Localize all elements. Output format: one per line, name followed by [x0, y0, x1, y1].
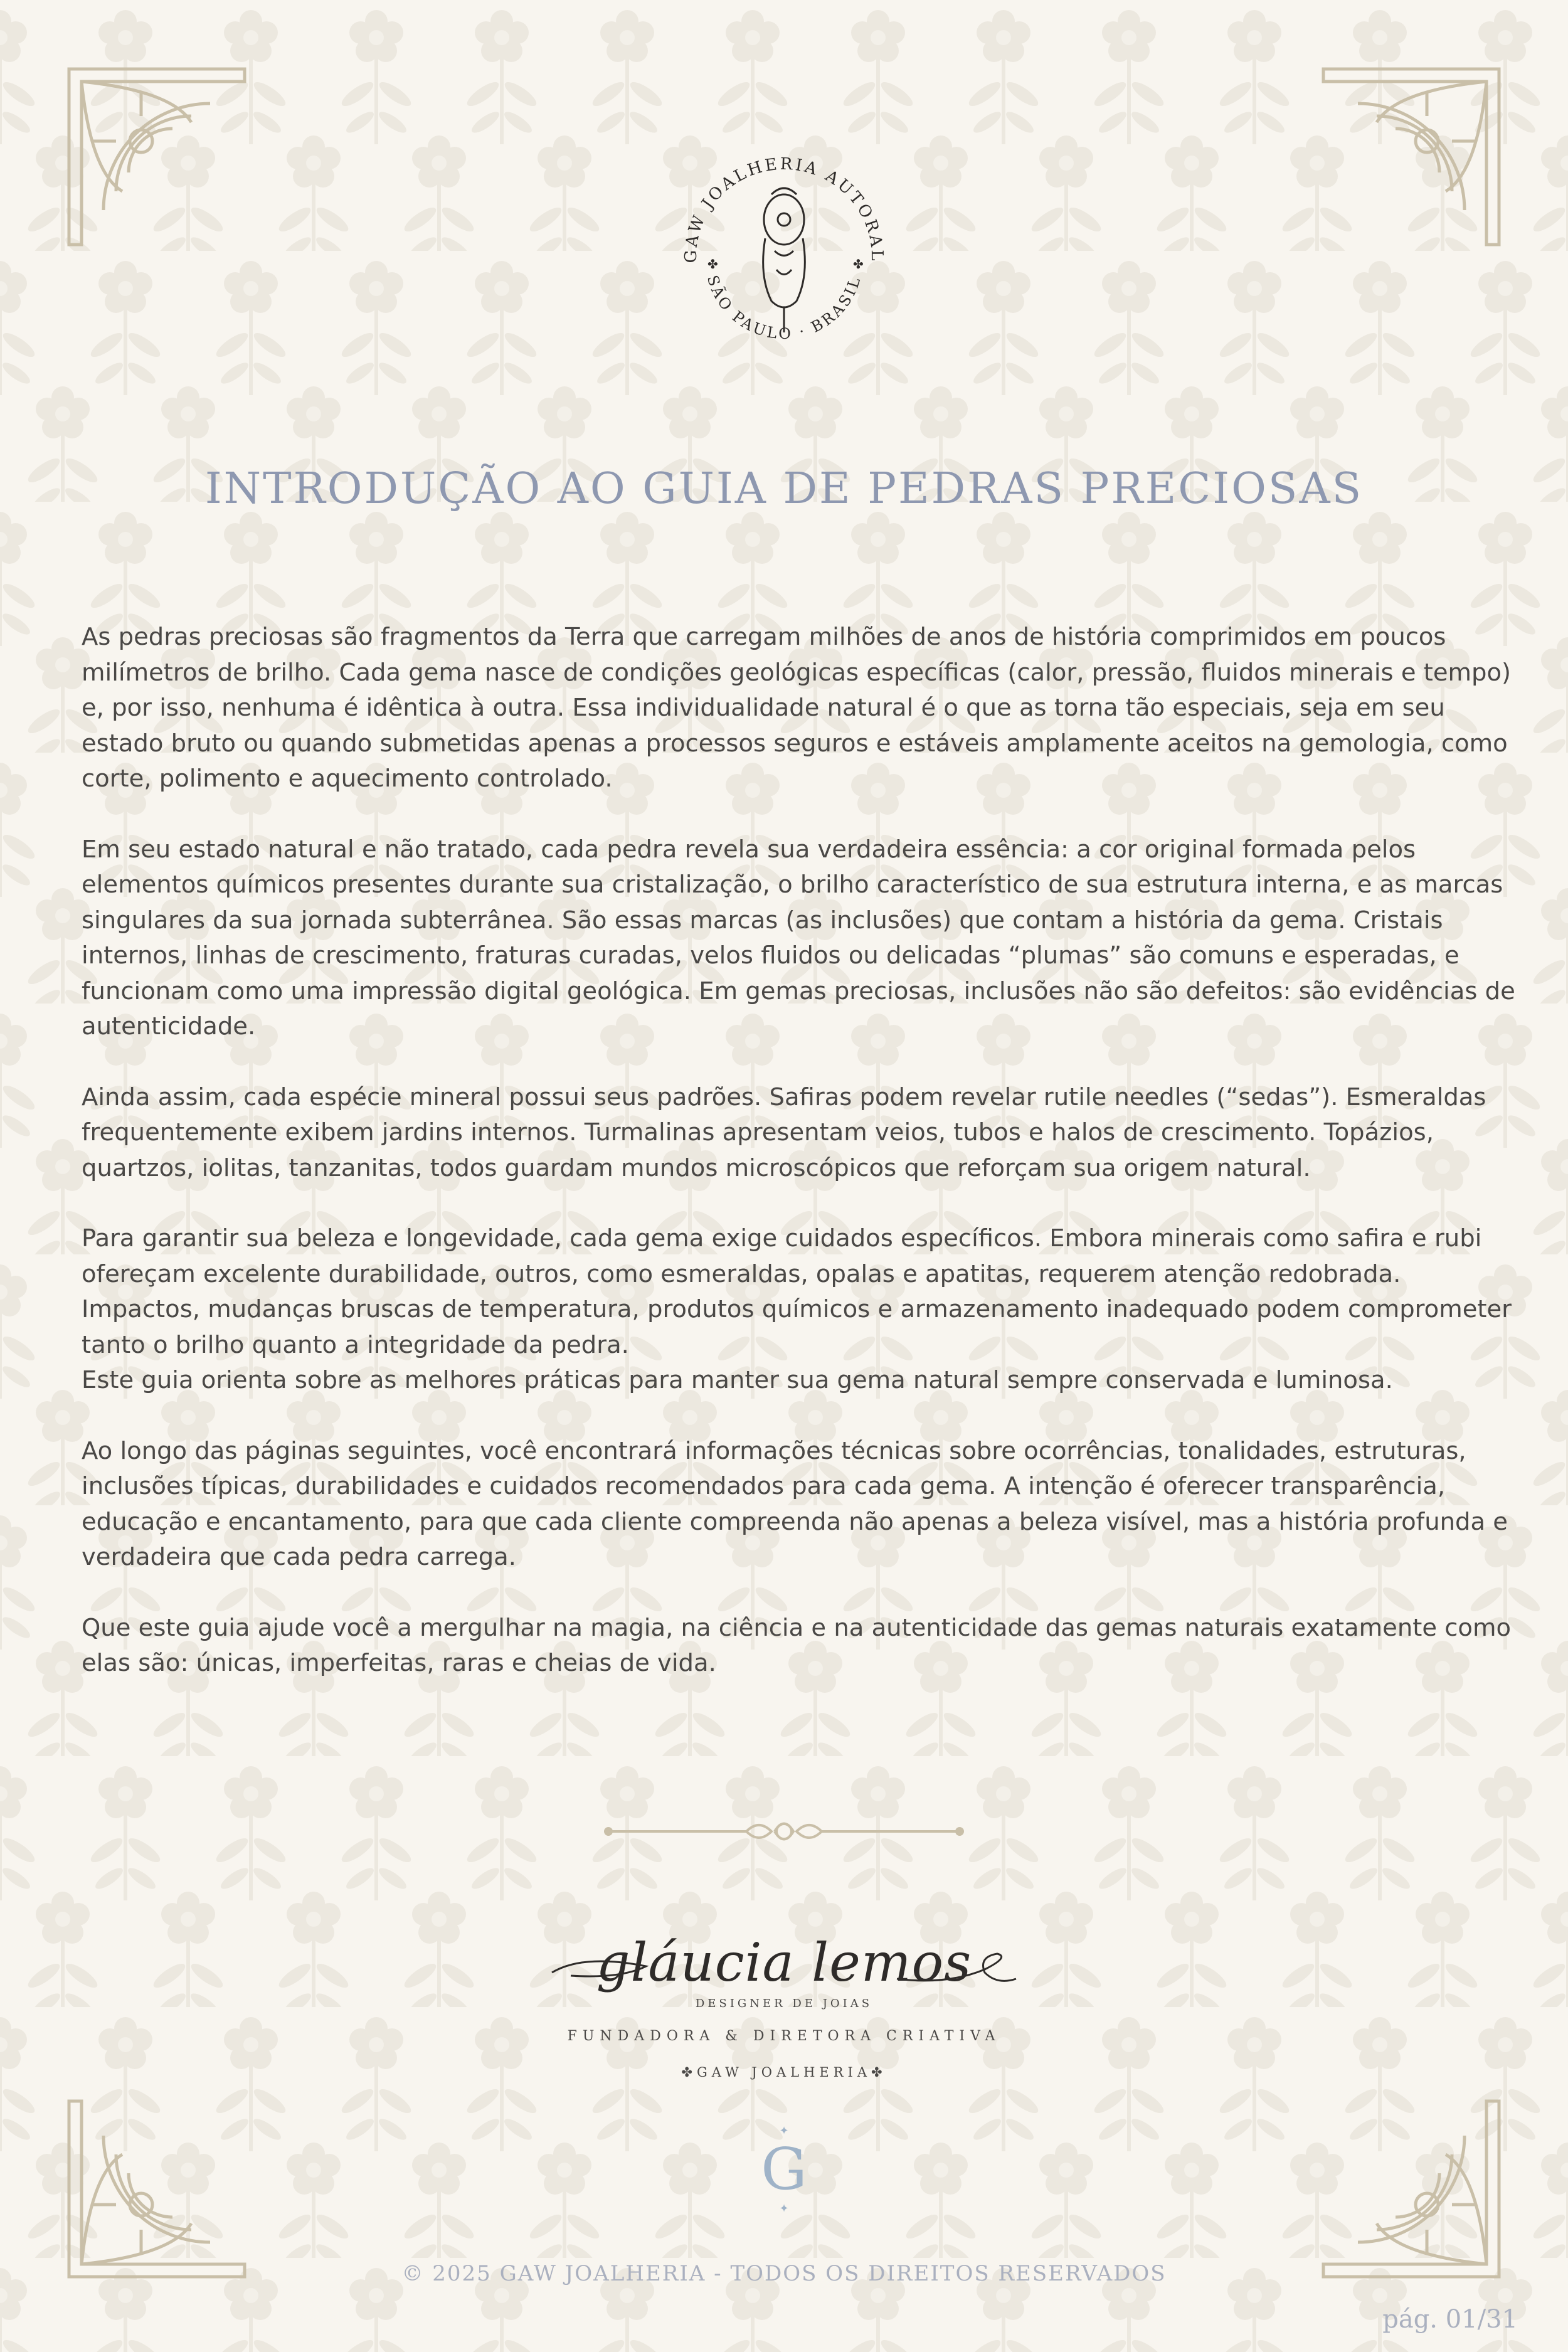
paragraph: Em seu estado natural e não tratado, cada pedra revela sua verdadeira essência: a cor original formada pelos elementos químicos presentes durante sua cristalização, o brilho característico de sua estrutura interna, e as marcas singulares da sua jornada subterrânea. São essas marcas (as inclusões) que contam a história da gema. Cristais internos, linhas de crescimento, fraturas curadas, velos fluidos ou delicadas “plumas” são comuns e esperadas, e funcionam como uma impressão digital geológica. Em gemas preciosas, inclusões não são defeitos: são evidências de autenticidade. [82, 835, 1515, 1041]
body-text [82, 620, 1524, 1717]
monogram-letter: G [761, 2136, 807, 2203]
brand-seal-logo [671, 125, 897, 389]
signature-name: gláucia lemos [596, 1932, 972, 1993]
signature-role: DESIGNER DE JOIAS [695, 1997, 873, 2010]
paragraph: Ainda assim, cada espécie mineral possui seus padrões. Safiras podem revelar rutile needles (“sedas”). Esmeraldas frequentemente exibem jardins internos. Turmalinas apresentam veios, tubos e halos de crescimento. Topázios, quartzos, iolitas, tanzanitas, todos guardam mundos microscópicos que reforçam sua origem natural. [82, 1083, 1486, 1182]
logo-ring-top-text: GAW JOALHERIA AUTORAL [681, 154, 887, 263]
paragraph: As pedras preciosas são fragmentos da Terra que carregam milhões de anos de história comprimidos em poucos milímetros de brilho. Cada gema nasce de condições geológicas específicas (calor, pressão, fluidos minerais e tempo) e, por isso, nenhuma é idêntica à outra. Essa individualidade natural é o que as torna tão especiais, seja em seu estado bruto ou quando submetidas apenas a processos seguros e estáveis amplamente aceitos na gemologia, como corte, polimento e aquecimento controlado. [82, 623, 1512, 793]
corner-ornament-icon [66, 66, 248, 248]
svg-text:✦: ✦ [779, 2202, 789, 2215]
page-number: pág. 01/31 [1382, 2305, 1518, 2334]
signature-brand: ✤GAW JOALHERIA✤ [681, 2065, 887, 2080]
footer-copyright: © 2025 GAW JOALHERIA - TODOS OS DIREITOS RESERVADOS [401, 2261, 1167, 2286]
ornamental-divider-icon [602, 1813, 966, 1850]
corner-ornament-icon [1320, 2098, 1502, 2280]
paragraph: Que este guia ajude você a mergulhar na magia, na ciência e na autenticidade das gemas naturais exatamente como elas são: únicas, imperfeitas, raras e cheias de vida. [82, 1613, 1512, 1677]
corner-ornament-icon [66, 2098, 248, 2280]
svg-text:✦: ✦ [779, 2124, 789, 2137]
svg-text:GAW JOALHERIA AUTORAL [682, 155, 886, 263]
logo-ring-bottom-text: SÃO PAULO · BRASIL [703, 273, 865, 343]
page-title: INTRODUÇÃO AO GUIA DE PEDRAS PRECIOSAS [204, 464, 1364, 514]
paragraph: Para garantir sua beleza e longevidade, cada gema exige cuidados específicos. Embora minerais como safira e rubi ofereçam excelente durabilidade, outros, como esmeraldas, opalas e apatitas, requerem atenção redobrada. Impactos, mudanças bruscas de temperatura, produtos químicos e armazenamento inadequado podem comprometer tanto o brilho quanto a integridade da pedra. Este guia orienta sobre as melhores práticas para manter sua gema natural sempre conservada e luminosa. [82, 1224, 1512, 1394]
corner-ornament-icon [1320, 66, 1502, 248]
svg-text:✤: ✤ [707, 257, 718, 272]
svg-text:✤: ✤ [853, 257, 864, 272]
monogram-logo [734, 2123, 834, 2217]
paragraph: Ao longo das páginas seguintes, você encontrará informações técnicas sobre ocorrências, tonalidades, estruturas, inclusões típicas, durabilidades e cuidados recomendados para cada gema. A intenção é oferecer transparência, educação e encantamento, para que cada cliente compreenda não apenas a beleza visível, mas a história profunda e verdadeira que cada pedra carrega. [82, 1436, 1508, 1571]
signature-title: FUNDADORA & DIRETORA CRIATIVA [567, 2028, 1001, 2044]
